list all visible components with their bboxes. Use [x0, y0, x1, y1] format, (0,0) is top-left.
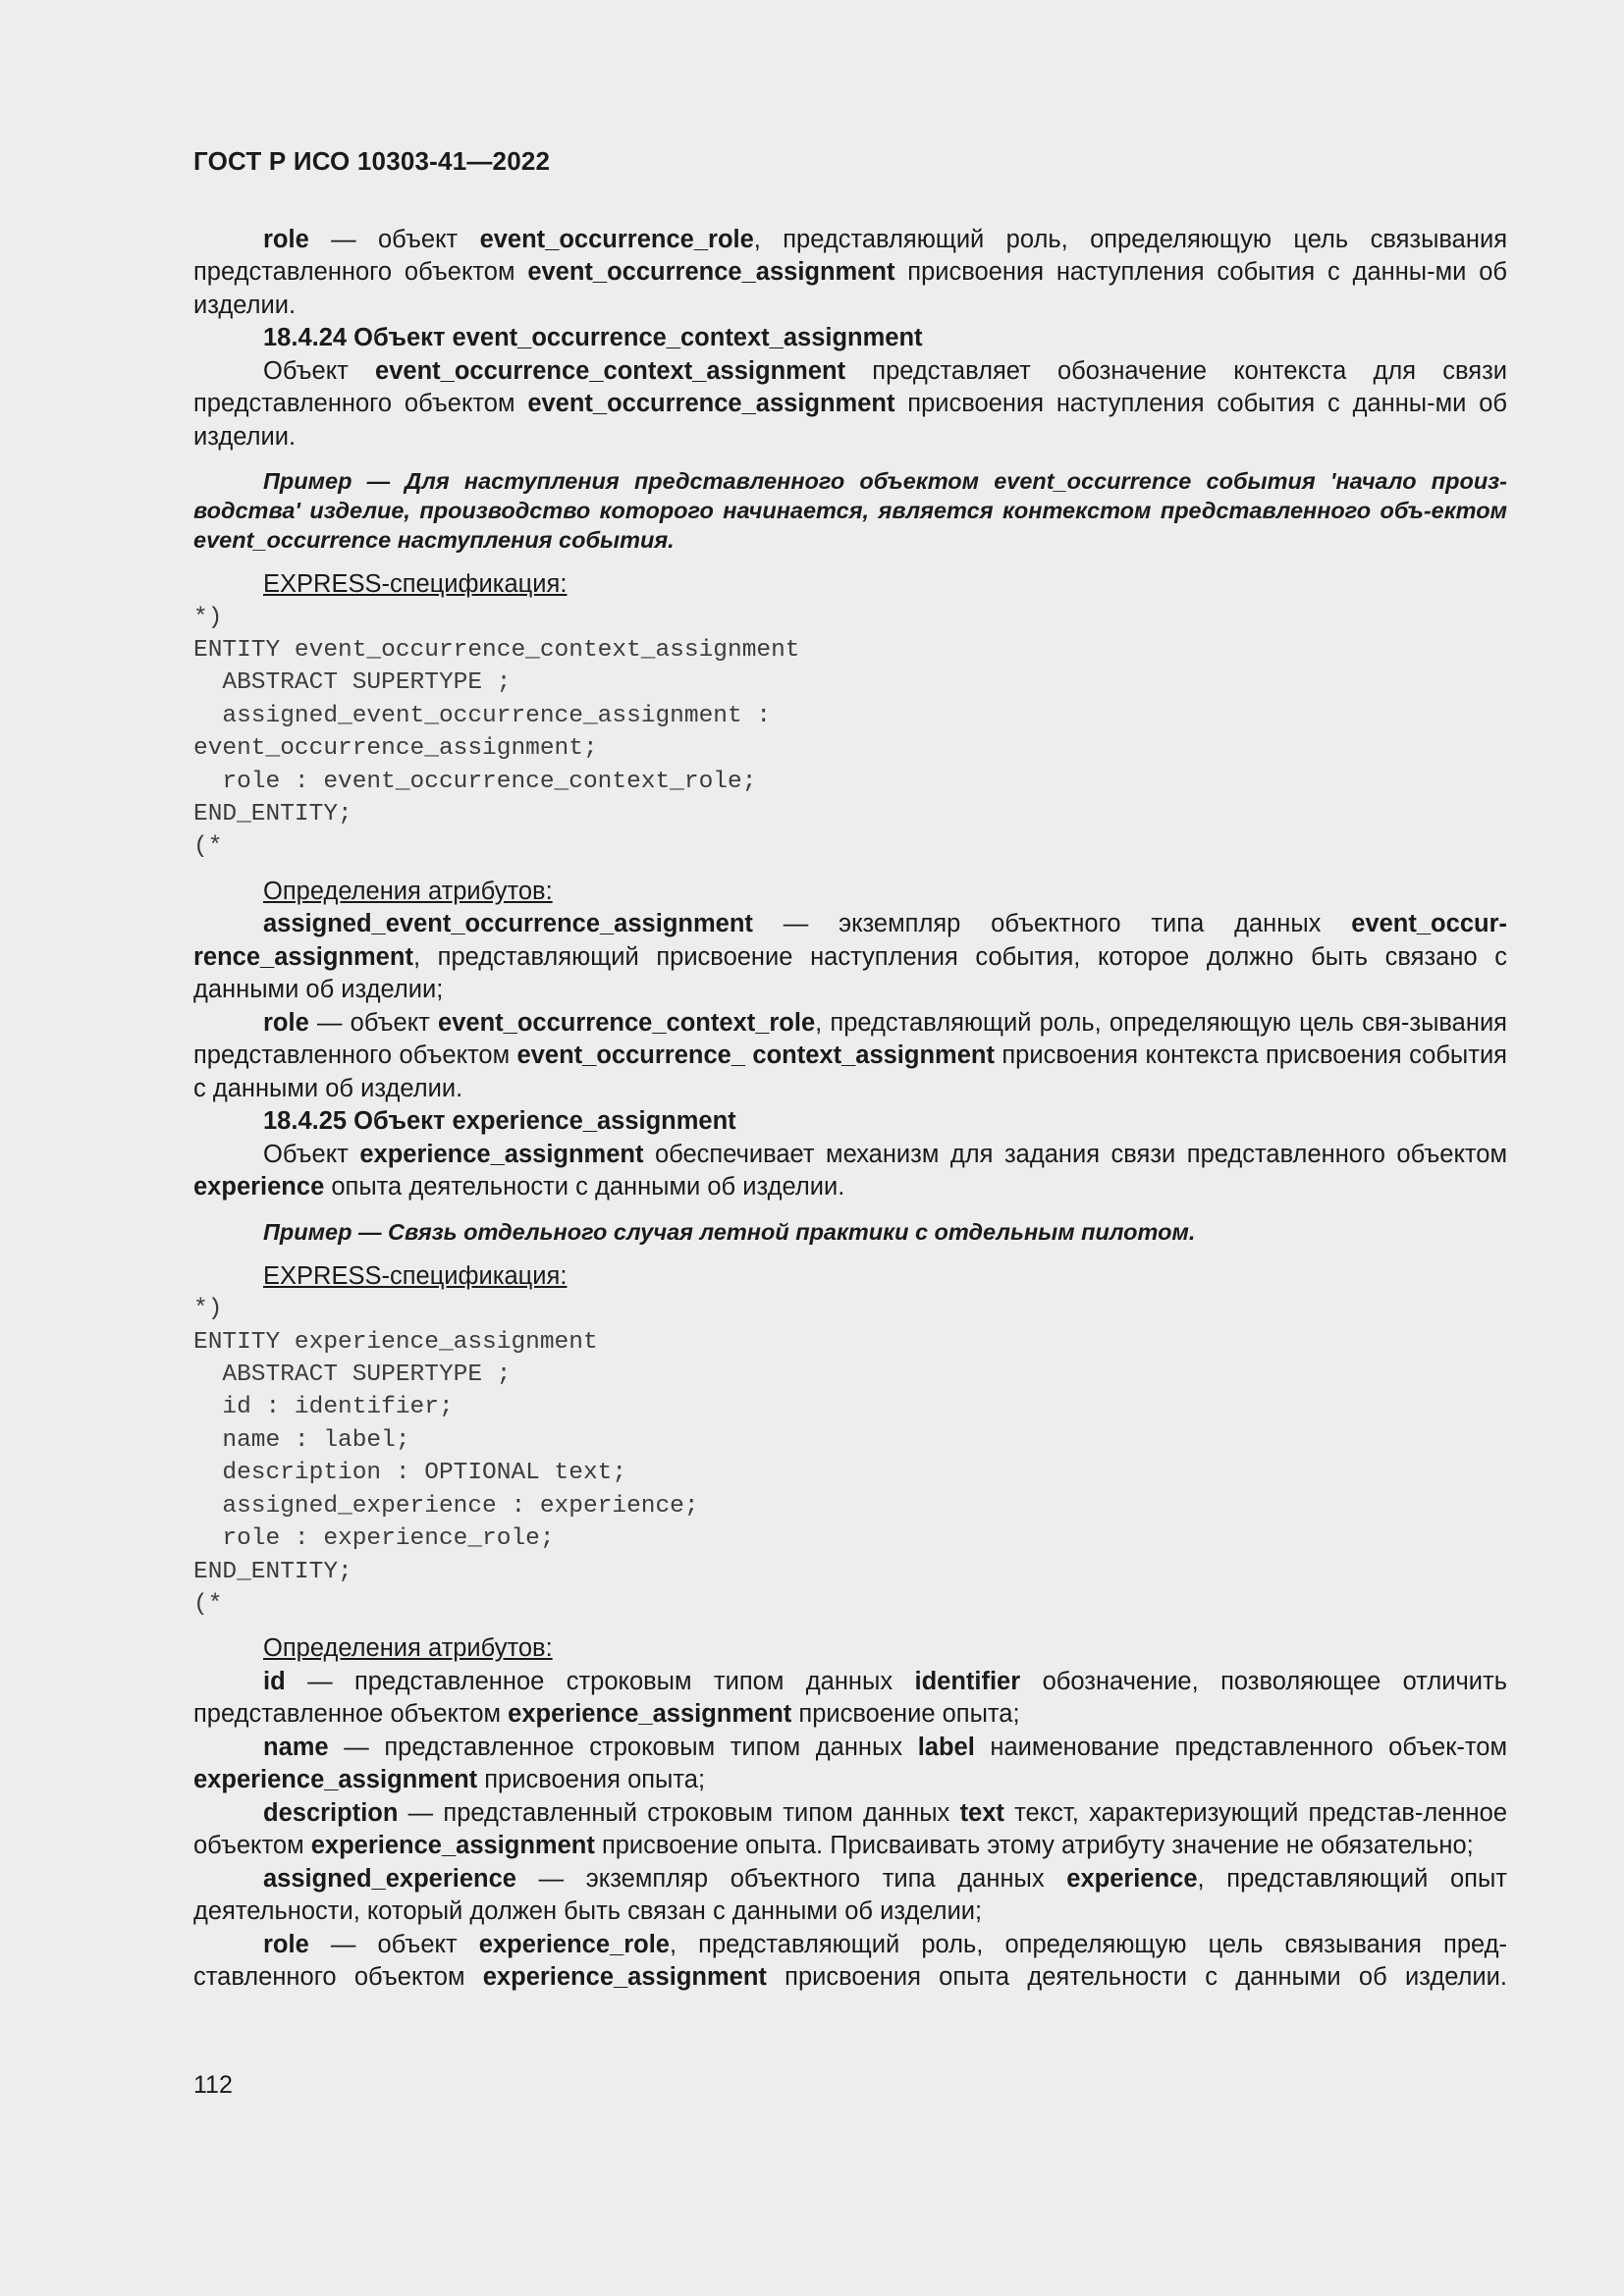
term: text — [959, 1798, 1004, 1827]
text: присвоения наступления события с данны-ми об изделии. — [193, 258, 1507, 319]
text: присвоения наступления события с данны-ми об изделии. — [193, 390, 1507, 451]
term: description — [263, 1798, 399, 1827]
text: текст, характеризующий представ-ленное объектом — [193, 1798, 1508, 1860]
text: — объект — [308, 1008, 439, 1037]
express-code-block: *) ENTITY event_occurrence_context_assignment ABSTRACT SUPERTYPE ; assigned_event_occurrence_assignment : event_occurrence_assignment; role : event_occurrence_context_role; END_ENTITY; (* — [193, 604, 800, 861]
text: , представляющий роль, определяющую цель свя-зывания представленного объектом — [193, 1008, 1507, 1070]
example-note: Пример — Для наступления представленного объектом event_occurrence события 'начало произ-водства' изделие, производство которого начинается, является контекстом представленного объ-ектом event_occurrence наступления события. — [193, 468, 1507, 553]
term: experience_assignment — [310, 1832, 595, 1860]
spacer — [193, 864, 1507, 874]
attribute-definitions-title: Определения атрибутов: — [263, 1634, 553, 1663]
text: Объект — [263, 356, 376, 385]
express-code-block: *) ENTITY experience_assignment ABSTRACT SUPERTYPE ; id : identifier; name : label; description : OPTIONAL text; assigned_experience : experience; role : experience_role; END_ENTITY; (* — [193, 1296, 699, 1618]
term: event_occur-rence_assignment — [193, 910, 1507, 971]
term: name — [263, 1733, 329, 1761]
text: обеспечивает механизм для задания связи представленного объектом — [643, 1140, 1507, 1168]
term: experience — [193, 1173, 325, 1201]
text: — представленное строковым типом данных — [285, 1667, 915, 1695]
term: assigned_event_occurrence_assignment — [263, 910, 753, 938]
text: — объект — [308, 1930, 479, 1958]
attribute-definition — [193, 908, 1507, 1007]
attribute-definition — [193, 1929, 1507, 1995]
text: — экземпляр объектного типа данных — [752, 910, 1352, 938]
text: присвоения опыта деятельности с данными об изделии. — [766, 1963, 1507, 1992]
term: experience — [1066, 1864, 1198, 1893]
example-note: Пример — Связь отдельного случая летной практики с отдельным пилотом. — [263, 1218, 1196, 1245]
attribute-definitions-title: Определения атрибутов: — [263, 877, 553, 905]
term: label — [917, 1733, 975, 1761]
term: role — [263, 1008, 309, 1037]
text: , представляющий роль, определяющую цель связывания представленного объектом — [193, 225, 1507, 286]
term: role — [263, 1930, 309, 1958]
text: присвоения опыта; — [477, 1766, 706, 1794]
term: event_occurrence_context_role — [438, 1008, 816, 1037]
text: представляет обозначение контекста для связи представленного объектом — [193, 356, 1508, 417]
text: обозначение, позволяющее отличить представленное объектом — [193, 1667, 1507, 1729]
text: , представляющий опыт деятельности, который должен быть связан с данными об изделии; — [193, 1864, 1507, 1926]
term: assigned_experience — [263, 1864, 516, 1893]
term: event_occurrence_assignment — [527, 390, 895, 417]
text: опыта деятельности с данными об изделии. — [324, 1173, 845, 1201]
text: присвоения контекста присвоения события с данными об изделии. — [193, 1041, 1507, 1102]
text: присвоение опыта; — [791, 1700, 1020, 1729]
term: event_occurrence_ context_assignment — [516, 1041, 995, 1070]
text: , представляющий присвоение наступления события, которое должно быть связано с данными об изделии; — [193, 942, 1507, 1004]
express-spec-title: EXPRESS-спецификация: — [263, 1261, 568, 1290]
text: , представляющий роль, определяющую цель связывания пред-ставленного объектом — [193, 1930, 1507, 1992]
term: experience_assignment — [359, 1140, 644, 1168]
text: — объект — [308, 225, 480, 253]
document-header: ГОСТ Р ИСО 10303-41—2022 — [193, 146, 551, 176]
text: — представленное строковым типом данных — [328, 1733, 918, 1761]
text: наименование представленного объек-том — [974, 1733, 1507, 1761]
text: — представленный строковым типом данных — [398, 1798, 960, 1827]
term: experience_role — [478, 1930, 670, 1958]
express-spec-title: EXPRESS-спецификация: — [263, 570, 568, 598]
attribute-definition — [193, 1863, 1507, 1929]
section-description — [193, 355, 1507, 454]
term: identifier — [914, 1667, 1021, 1695]
section-description — [193, 1139, 1507, 1204]
attribute-definition — [193, 1007, 1507, 1106]
text: Объект — [263, 1140, 360, 1168]
term: id — [263, 1667, 286, 1695]
attribute-role-definition — [193, 224, 1507, 323]
attribute-definition — [193, 1666, 1507, 1732]
attribute-definition — [193, 1732, 1507, 1797]
term: role — [263, 225, 309, 253]
term: event_occurrence_context_assignment — [375, 356, 846, 385]
term: experience_assignment — [508, 1700, 792, 1729]
term: event_occurrence_assignment — [527, 258, 895, 286]
term: experience_assignment — [193, 1766, 478, 1794]
attribute-definition — [193, 1797, 1507, 1863]
term: event_occurrence_role — [479, 225, 754, 253]
section-heading-18-4-24: 18.4.24 Объект event_occurrence_context_assignment — [263, 324, 923, 351]
page-content — [193, 145, 1507, 1995]
section-heading-18-4-25: 18.4.25 Объект experience_assignment — [263, 1107, 736, 1136]
term: experience_assignment — [482, 1963, 767, 1992]
spacer — [193, 1621, 1507, 1630]
page-number: 112 — [193, 2071, 233, 2099]
text: присвоение опыта. Присваивать этому атрибуту значение не обязательно; — [594, 1832, 1474, 1860]
text: — экземпляр объектного типа данных — [515, 1864, 1067, 1893]
